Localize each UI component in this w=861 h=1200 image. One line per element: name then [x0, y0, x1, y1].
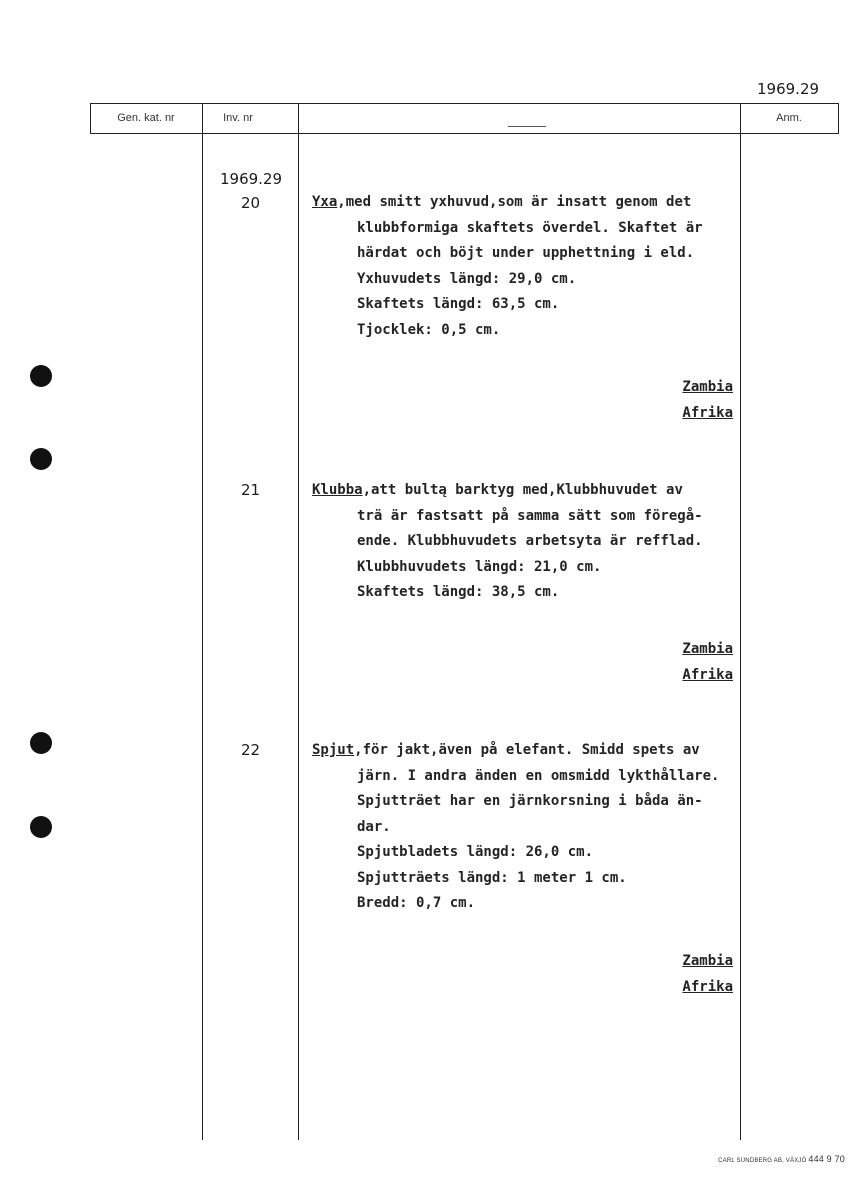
origin-country: Zambia — [682, 953, 733, 969]
column-divider — [740, 103, 741, 1140]
entry-line: ende. Klubbhuvudets arbetsyta är refflad. — [357, 533, 703, 549]
catalog-entry — [312, 738, 719, 917]
entry-number: 22 — [241, 741, 261, 759]
column-divider — [298, 103, 299, 1140]
origin-continent: Afrika — [682, 979, 733, 995]
catalog-entry — [312, 190, 703, 343]
origin-block — [620, 948, 733, 1000]
header-center-mark — [508, 126, 546, 127]
entry-number: 21 — [241, 481, 261, 499]
entry-line: Yxa,med smitt yxhuvud,som är insatt genom det — [312, 194, 692, 210]
column-header-inv-nr: Inv. nr — [223, 112, 253, 124]
object-term: Yxa — [312, 194, 338, 210]
printer-name: CARL SUNDBERG AB, VÄXJÖ — [718, 1158, 807, 1164]
entry-line: Klubbhuvudets längd: 21,0 cm. — [357, 558, 602, 575]
entry-line: Bredd: 0,7 cm. — [357, 895, 476, 911]
entry-line: järn. I andra änden en omsmidd lykthållare. — [357, 767, 720, 784]
entry-line: Yxhuvudets längd: 29,0 cm. — [357, 270, 577, 287]
printer-imprint — [705, 1154, 845, 1164]
object-term: Spjut — [312, 742, 355, 758]
column-header-gen-kat-nr: Gen. kat. nr — [117, 112, 175, 124]
entry-line: Skaftets längd: 38,5 cm. — [357, 584, 560, 600]
punch-hole — [30, 365, 52, 387]
entry-line: Tjocklek: 0,5 cm. — [357, 321, 501, 338]
entry-number: 20 — [241, 194, 261, 212]
form-code: 444 9 70 — [808, 1154, 845, 1164]
entry-line: Spjutträets längd: 1 meter 1 cm. — [357, 869, 627, 886]
entry-line: klubbformiga skaftets överdel. Skaftet är — [357, 219, 703, 236]
entry-line: Spjutbladets längd: 26,0 cm. — [357, 844, 594, 860]
origin-block — [620, 636, 733, 688]
punch-hole — [30, 732, 52, 754]
entry-line: trä är fastsatt på samma sätt som föregå- — [357, 507, 703, 524]
column-header-anm: Anm. — [776, 112, 802, 124]
origin-block — [620, 374, 733, 426]
inventory-series-label: 1969.29 — [220, 170, 283, 188]
entry-line: Spjutträet har en järnkorsning i båda än- — [357, 793, 703, 809]
origin-continent: Afrika — [682, 667, 733, 683]
entry-line: Spjut,för jakt,även på elefant. Smidd spets av — [312, 742, 700, 758]
punch-hole — [30, 816, 52, 838]
column-divider — [838, 103, 839, 134]
punch-hole — [30, 448, 52, 470]
entry-line: härdat och böjt under upphettning i eld. — [357, 245, 695, 261]
column-divider — [202, 103, 203, 1140]
object-term: Klubba — [312, 482, 363, 498]
catalog-entry — [312, 478, 703, 606]
origin-country: Zambia — [682, 641, 733, 657]
origin-country: Zambia — [682, 379, 733, 395]
entry-line: Klubba,att bultą barktyg med,Klubbhuvudet av — [312, 482, 683, 498]
origin-continent: Afrika — [682, 405, 733, 421]
entry-line: dar. — [357, 818, 391, 835]
page-reference: 1969.29 — [757, 80, 820, 98]
entry-line: Skaftets längd: 63,5 cm. — [357, 296, 560, 312]
